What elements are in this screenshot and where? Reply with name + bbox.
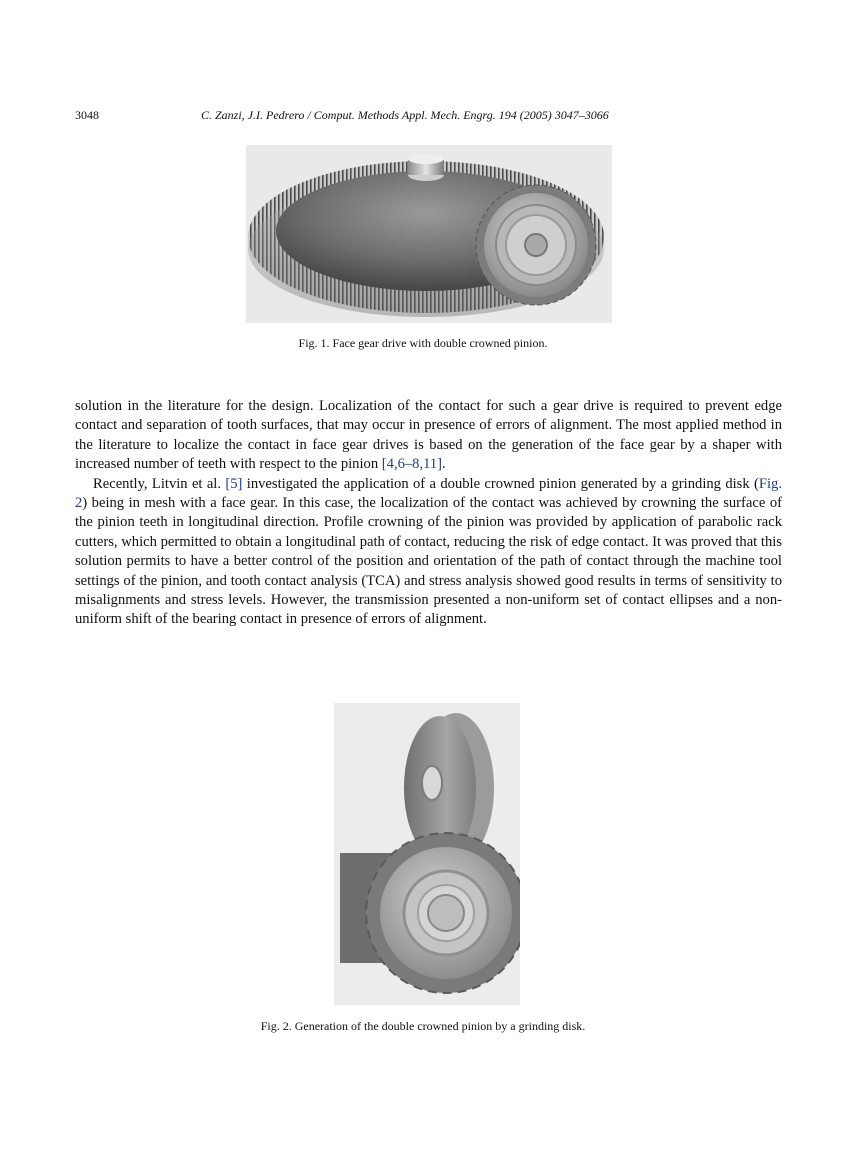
face-gear-drive-illustration [246,145,612,323]
figure-2-image [334,703,520,1005]
paragraph-2-text: Recently, Litvin et al. [93,475,226,492]
running-head: C. Zanzi, J.I. Pedrero / Comput. Methods Appl. Mech. Engrg. 194 (2005) 3047–3066 [201,108,609,122]
grinding-disk-illustration [334,703,520,1005]
pinion-gear [476,185,596,305]
double-crowned-pinion [366,833,520,993]
figure-1-caption: Fig. 1. Face gear drive with double crowned pinion. [298,336,548,350]
paragraph-1-text: solution in the literature for the design. Localization of the contact for such a gear drive is required to prevent edge contact and separation of tooth surfaces, that may occur in presence of errors of alignment. The most applied method in the literature to localize the contact in face gear drives is based on the generation of the face gear by a shaper with increased number of teeth with respect to the pinion [75,398,782,473]
paragraph-1 [75,397,782,475]
figure-2-caption: Fig. 2. Generation of the double crowned pinion by a grinding disk. [260,1019,586,1033]
page-number: 3048 [75,108,99,122]
body-text [75,397,782,630]
citation-link[interactable]: [5] [225,475,243,492]
figure-1-image [246,145,612,323]
figure-link[interactable]: Fig. 2 [75,475,782,512]
paragraph-2 [75,475,782,630]
paragraph-1-text-end: . [442,456,446,473]
paragraph-2-text-end: ) being in mesh with a face gear. In this case, the localization of the contact was achieved by crowning the surface of the pinion teeth in longitudinal direction. Profile crowning of the pinion was provided by application of parabolic rack cutters, which permitted to obtain a longitudinal path of contact, reducing the risk of edge contact. It was proved that this solution permits to have a better control of the position and orientation of the path of contact through the machine tool settings of the pinion, and tooth contact analysis (TCA) and stress analysis showed good results in terms of sensitivity to misalignments and stress levels. However, the transmission presented a non-uniform set of contact ellipses and a non-uniform shift of the bearing contact in presence of errors of alignment. [75,495,782,628]
paragraph-2-text: investigated the application of a double crowned pinion generated by a grinding disk ( [242,475,759,492]
citation-link[interactable]: [4,6–8,11] [381,456,443,473]
